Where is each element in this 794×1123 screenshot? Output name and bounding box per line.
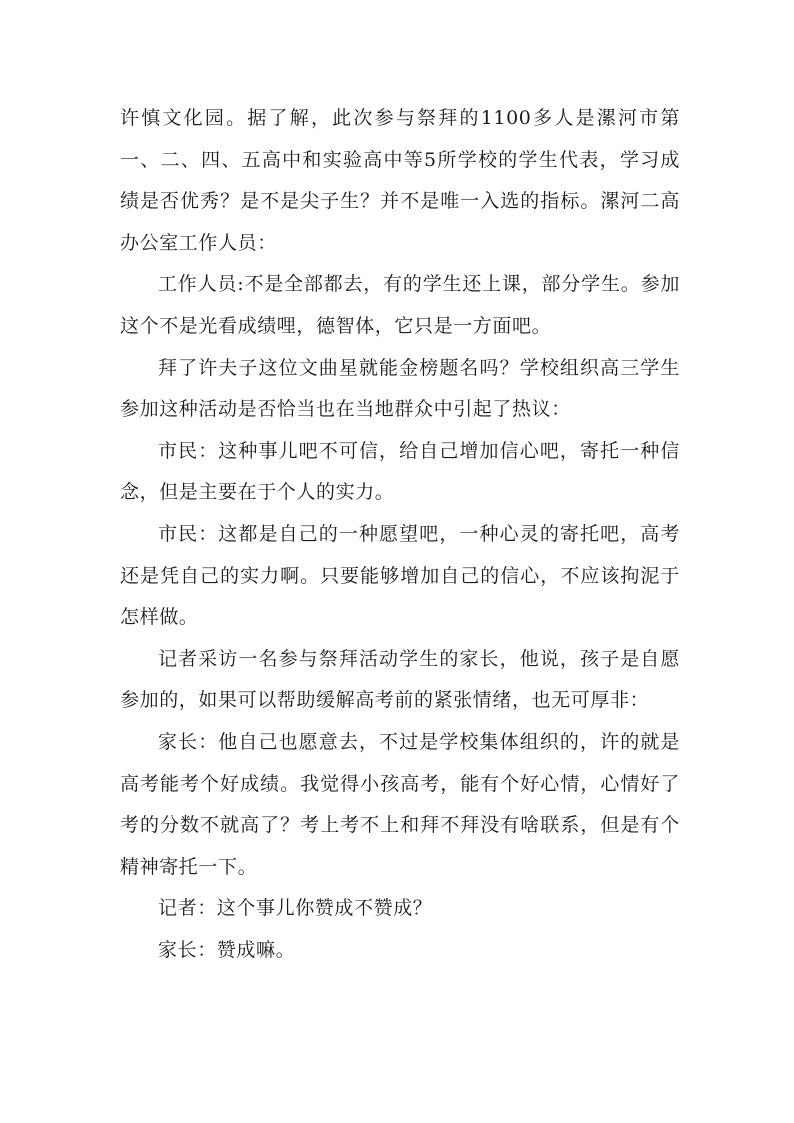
paragraph: 工作人员:不是全部都去，有的学生还上课，部分学生。参加这个不是光看成绩哩，德智体，它只是一方面吧。 (120, 273, 680, 337)
paragraph: 家长：赞成嘛。 (158, 938, 296, 961)
paragraph: 家长：他自己也愿意去，不过是学校集体组织的，许的就是高考能考个好成绩。我觉得小孩高考，能有个好心情，心情好了考的分数不就高了？考上考不上和拜不拜没有啥联系，但是有个精神寄托一下。 (120, 730, 680, 878)
paragraph: 记者：这个事儿你赞成不赞成？ (158, 897, 433, 920)
paragraph: 拜了许夫子这位文曲星就能金榜题名吗？学校组织高三学生参加这种活动是否恰当也在当地群众中引起了热议： (120, 356, 680, 421)
paragraph: 市民：这都是自己的一种愿望吧，一种心灵的寄托吧，高考还是凭自己的实力啊。只要能够增加自己的信心，不应该拘泥于怎样做。 (120, 522, 680, 629)
paragraph: 市民：这种事儿吧不可信，给自己增加信心吧，寄托一种信念，但是主要在于个人的实力。 (120, 439, 680, 504)
paragraph: 记者采访一名参与祭拜活动学生的家长，他说，孩子是自愿参加的，如果可以帮助缓解高考前的紧张情绪，也无可厚非： (120, 647, 680, 712)
document-body (120, 98, 680, 971)
paragraph: 许慎文化园。据了解，此次参与祭拜的1100多人是漯河市第一、二、四、五高中和实验高中等5所学校的学生代表，学习成绩是否优秀？是不是尖子生？并不是唯一入选的指标。漯河二高办公室工作人员： (120, 107, 680, 254)
